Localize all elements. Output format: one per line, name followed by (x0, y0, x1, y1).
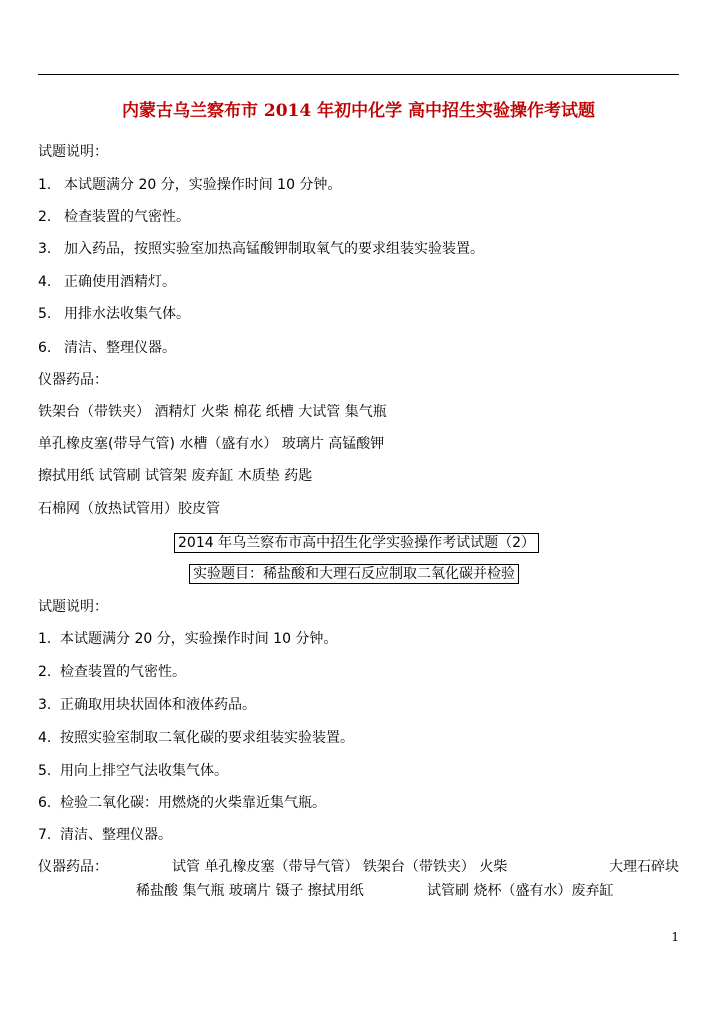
section2-item-4 (38, 729, 354, 747)
item-text: 加入药品，按照实验室加热高锰酸钾制取氧气的要求组装实验装置。 (64, 241, 484, 257)
section1-item-3 (38, 240, 484, 258)
section2-materials-line-2: 稀盐酸 集气瓶 玻璃片 镊子 擦拭用纸 (136, 883, 364, 899)
item-number: 1. (38, 631, 52, 647)
section2-heading: 试题说明： (38, 599, 108, 615)
section2-item-7 (38, 826, 172, 844)
section1-materials-line-2: 单孔橡皮塞(带导气管) 水槽（盛有水） 玻璃片 高锰酸钾 (38, 436, 385, 452)
item-number: 1. (38, 177, 52, 193)
section1-item-4 (38, 273, 176, 291)
item-number: 2. (38, 209, 52, 225)
item-text: 检查装置的气密性。 (60, 664, 186, 680)
item-number: 2. (38, 664, 52, 680)
item-text: 检查装置的气密性。 (64, 209, 190, 225)
section2-materials-line-2-end: 试管刷 烧杯（盛有水）废弃缸 (427, 883, 614, 899)
section2-materials-line-1-end: 大理石碎块 (609, 859, 679, 875)
item-number: 5. (38, 306, 52, 322)
item-text: 检验二氧化碳：用燃烧的火柴靠近集气瓶。 (60, 795, 326, 811)
section2-materials-heading: 仪器药品： (38, 859, 108, 875)
item-number: 4. (38, 730, 52, 746)
section2-item-2 (38, 663, 186, 681)
section1-heading: 试题说明： (38, 144, 108, 160)
item-text: 正确取用块状固体和液体药品。 (60, 697, 256, 713)
section1-item-2 (38, 208, 190, 226)
document-title: 内蒙古乌兰察布市 2014 年初中化学 高中招生实验操作考试题 (121, 101, 596, 121)
item-text: 清洁、整理仪器。 (64, 340, 176, 356)
item-number: 4. (38, 274, 52, 290)
section1-materials-line-4: 石棉网（放热试管用）胶皮管 (38, 501, 220, 517)
section1-materials-line-1: 铁架台（带铁夹） 酒精灯 火柴 棉花 纸槽 大试管 集气瓶 (38, 404, 387, 420)
item-number: 6. (38, 340, 52, 356)
item-text: 用排水法收集气体。 (64, 306, 190, 322)
section2-item-3 (38, 696, 256, 714)
header-rule (38, 74, 679, 75)
section1-materials-line-3: 擦拭用纸 试管刷 试管架 废弃缸 木质垫 药匙 (38, 468, 313, 484)
section2-item-5 (38, 762, 228, 780)
item-text: 用向上排空气法收集气体。 (60, 763, 228, 779)
page-number: 1 (671, 930, 679, 944)
item-number: 3. (38, 697, 52, 713)
section2-subject-box: 实验题目：稀盐酸和大理石反应制取二氧化碳并检验 (189, 564, 519, 584)
item-text: 本试题满分 20 分，实验操作时间 10 分钟。 (64, 177, 342, 193)
item-text: 按照实验室制取二氧化碳的要求组装实验装置。 (60, 730, 354, 746)
section2-title-box: 2014 年乌兰察布市高中招生化学实验操作考试试题（2） (174, 533, 539, 553)
item-text: 正确使用酒精灯。 (64, 274, 176, 290)
section1-materials-heading: 仪器药品： (38, 372, 108, 388)
item-text: 本试题满分 20 分，实验操作时间 10 分钟。 (60, 631, 338, 647)
item-number: 5. (38, 763, 52, 779)
section2-item-6 (38, 794, 326, 812)
section1-item-6 (38, 339, 176, 357)
section1-item-1 (38, 176, 341, 194)
item-number: 7. (38, 827, 52, 843)
item-text: 清洁、整理仪器。 (60, 827, 172, 843)
section2-materials-line-1: 试管 单孔橡皮塞（带导气管） 铁架台（带铁夹） 火柴 (172, 859, 508, 875)
section2-item-1 (38, 630, 337, 648)
item-number: 6. (38, 795, 52, 811)
item-number: 3. (38, 241, 52, 257)
section1-item-5 (38, 305, 190, 323)
